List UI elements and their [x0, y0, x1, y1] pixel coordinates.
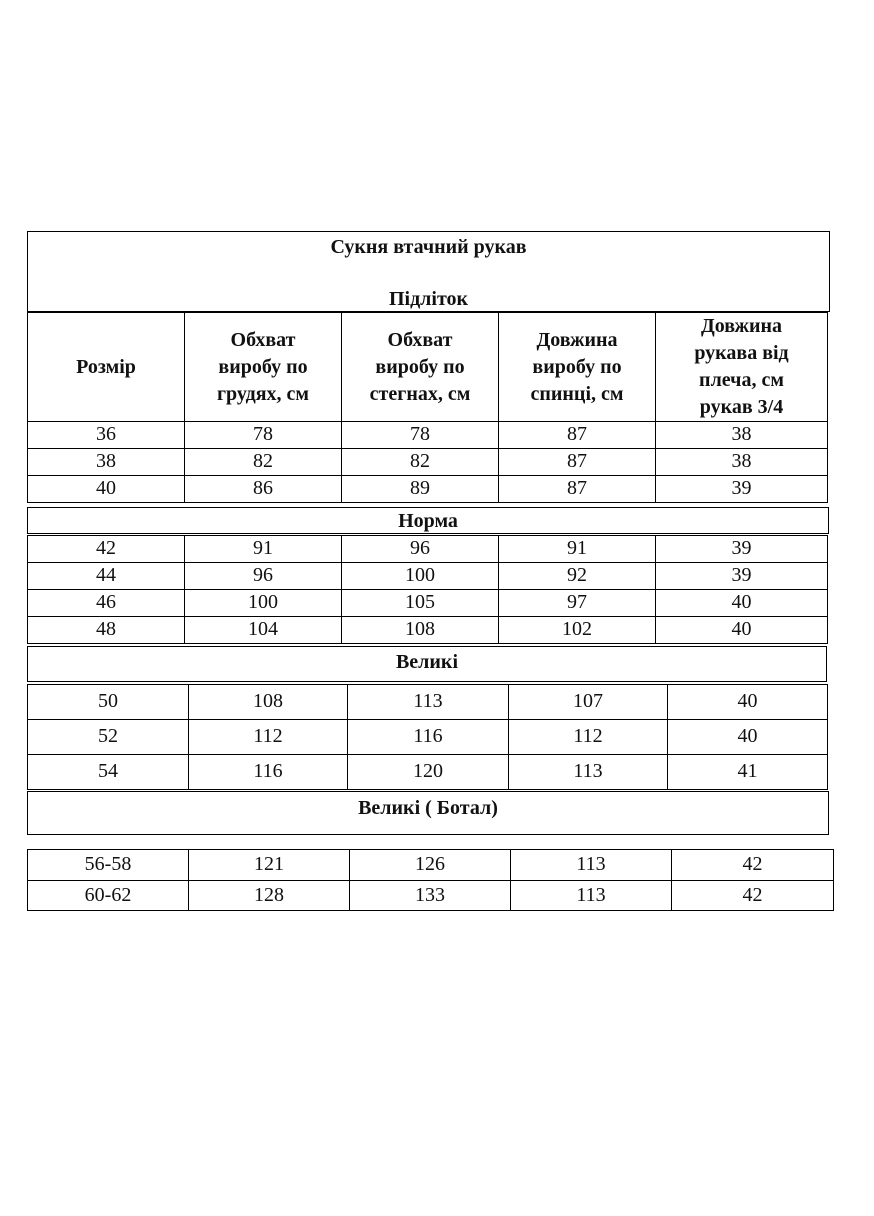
title-box	[27, 231, 830, 312]
cell-sleeve: 40	[668, 685, 828, 720]
table-row	[28, 617, 828, 644]
cell-back: 102	[499, 617, 656, 644]
header-sleeve-line1: Довжина	[700, 315, 783, 337]
header-size-line: Розмір	[76, 355, 136, 378]
cell-hips: 108	[342, 617, 499, 644]
cell-hips: 100	[342, 563, 499, 590]
cell-sleeve: 40	[656, 590, 828, 617]
header-back-line3: спинці, см	[530, 382, 624, 405]
header-back-line2: виробу по	[532, 355, 622, 378]
cell-size: 56-58	[28, 850, 189, 881]
cell-chest: 78	[185, 422, 342, 449]
cell-chest: 112	[189, 720, 348, 755]
cell-hips: 82	[342, 449, 499, 476]
cell-size: 60-62	[28, 881, 189, 911]
cell-hips: 120	[348, 755, 509, 790]
cell-size: 40	[28, 476, 185, 503]
table-row	[28, 720, 828, 755]
cell-chest: 82	[185, 449, 342, 476]
section-label-box-normal	[27, 507, 829, 534]
cell-hips: 105	[342, 590, 499, 617]
cell-chest: 86	[185, 476, 342, 503]
header-hips-line3: стегнах, см	[369, 382, 471, 405]
header-hips	[342, 313, 499, 422]
cell-back: 113	[509, 755, 668, 790]
header-chest-line1: Обхват	[230, 328, 296, 351]
cell-back: 91	[499, 536, 656, 563]
cell-sleeve: 39	[656, 563, 828, 590]
size-table-normal	[27, 535, 828, 644]
header-hips-line2: виробу по	[375, 355, 465, 378]
table-row	[28, 476, 828, 503]
header-hips-line1: Обхват	[387, 328, 453, 351]
cell-chest: 100	[185, 590, 342, 617]
cell-sleeve: 38	[656, 422, 828, 449]
cell-sleeve: 41	[668, 755, 828, 790]
table-row	[28, 755, 828, 790]
cell-hips: 113	[348, 685, 509, 720]
table-row	[28, 685, 828, 720]
cell-sleeve: 40	[656, 617, 828, 644]
cell-chest: 96	[185, 563, 342, 590]
header-back-line1: Довжина	[536, 328, 618, 351]
cell-sleeve: 39	[656, 476, 828, 503]
section-label-normal: Норма	[398, 510, 458, 532]
cell-hips: 96	[342, 536, 499, 563]
cell-back: 87	[499, 449, 656, 476]
header-sleeve-line3: плеча, см	[699, 369, 784, 391]
cell-size: 54	[28, 755, 189, 790]
section-label-box-xlarge	[27, 791, 829, 835]
cell-hips: 78	[342, 422, 499, 449]
cell-back: 113	[511, 850, 672, 881]
cell-sleeve: 38	[656, 449, 828, 476]
cell-back: 107	[509, 685, 668, 720]
header-row	[28, 313, 828, 422]
cell-size: 42	[28, 536, 185, 563]
cell-back: 92	[499, 563, 656, 590]
section-label-large: Великі	[395, 651, 459, 673]
cell-hips: 126	[350, 850, 511, 881]
header-sleeve-line2: рукава від	[694, 342, 789, 364]
cell-size: 46	[28, 590, 185, 617]
cell-chest: 108	[189, 685, 348, 720]
size-table-teen	[27, 312, 828, 503]
table-row	[28, 881, 834, 911]
header-size	[28, 313, 185, 422]
size-table-large	[27, 684, 828, 790]
cell-chest: 104	[185, 617, 342, 644]
cell-hips: 133	[350, 881, 511, 911]
cell-sleeve: 40	[668, 720, 828, 755]
cell-sleeve: 42	[672, 881, 834, 911]
cell-chest: 121	[189, 850, 350, 881]
cell-hips: 89	[342, 476, 499, 503]
cell-chest: 91	[185, 536, 342, 563]
cell-back: 97	[499, 590, 656, 617]
table-row	[28, 590, 828, 617]
table-row	[28, 449, 828, 476]
cell-chest: 128	[189, 881, 350, 911]
size-table-xlarge	[27, 849, 834, 911]
header-sleeve-length	[656, 313, 828, 422]
cell-hips: 116	[348, 720, 509, 755]
header-chest-line3: грудях, см	[216, 382, 310, 405]
cell-size: 38	[28, 449, 185, 476]
table-row	[28, 422, 828, 449]
section-label-teen: Підліток	[388, 288, 469, 310]
cell-sleeve: 39	[656, 536, 828, 563]
header-chest	[185, 313, 342, 422]
table-row	[28, 850, 834, 881]
section-label-box-large	[27, 646, 827, 682]
cell-size: 52	[28, 720, 189, 755]
cell-back: 112	[509, 720, 668, 755]
header-sleeve-line4: рукав 3/4	[699, 396, 784, 418]
header-back-length	[499, 313, 656, 422]
cell-sleeve: 42	[672, 850, 834, 881]
table-row	[28, 536, 828, 563]
cell-back: 87	[499, 476, 656, 503]
cell-back: 113	[511, 881, 672, 911]
header-chest-line2: виробу по	[218, 355, 308, 378]
cell-back: 87	[499, 422, 656, 449]
table-row	[28, 563, 828, 590]
cell-size: 48	[28, 617, 185, 644]
cell-size: 36	[28, 422, 185, 449]
cell-size: 44	[28, 563, 185, 590]
page-title: Сукня втачний рукав	[330, 236, 527, 258]
cell-chest: 116	[189, 755, 348, 790]
cell-size: 50	[28, 685, 189, 720]
section-label-xlarge: Великі ( Ботал)	[358, 797, 498, 819]
